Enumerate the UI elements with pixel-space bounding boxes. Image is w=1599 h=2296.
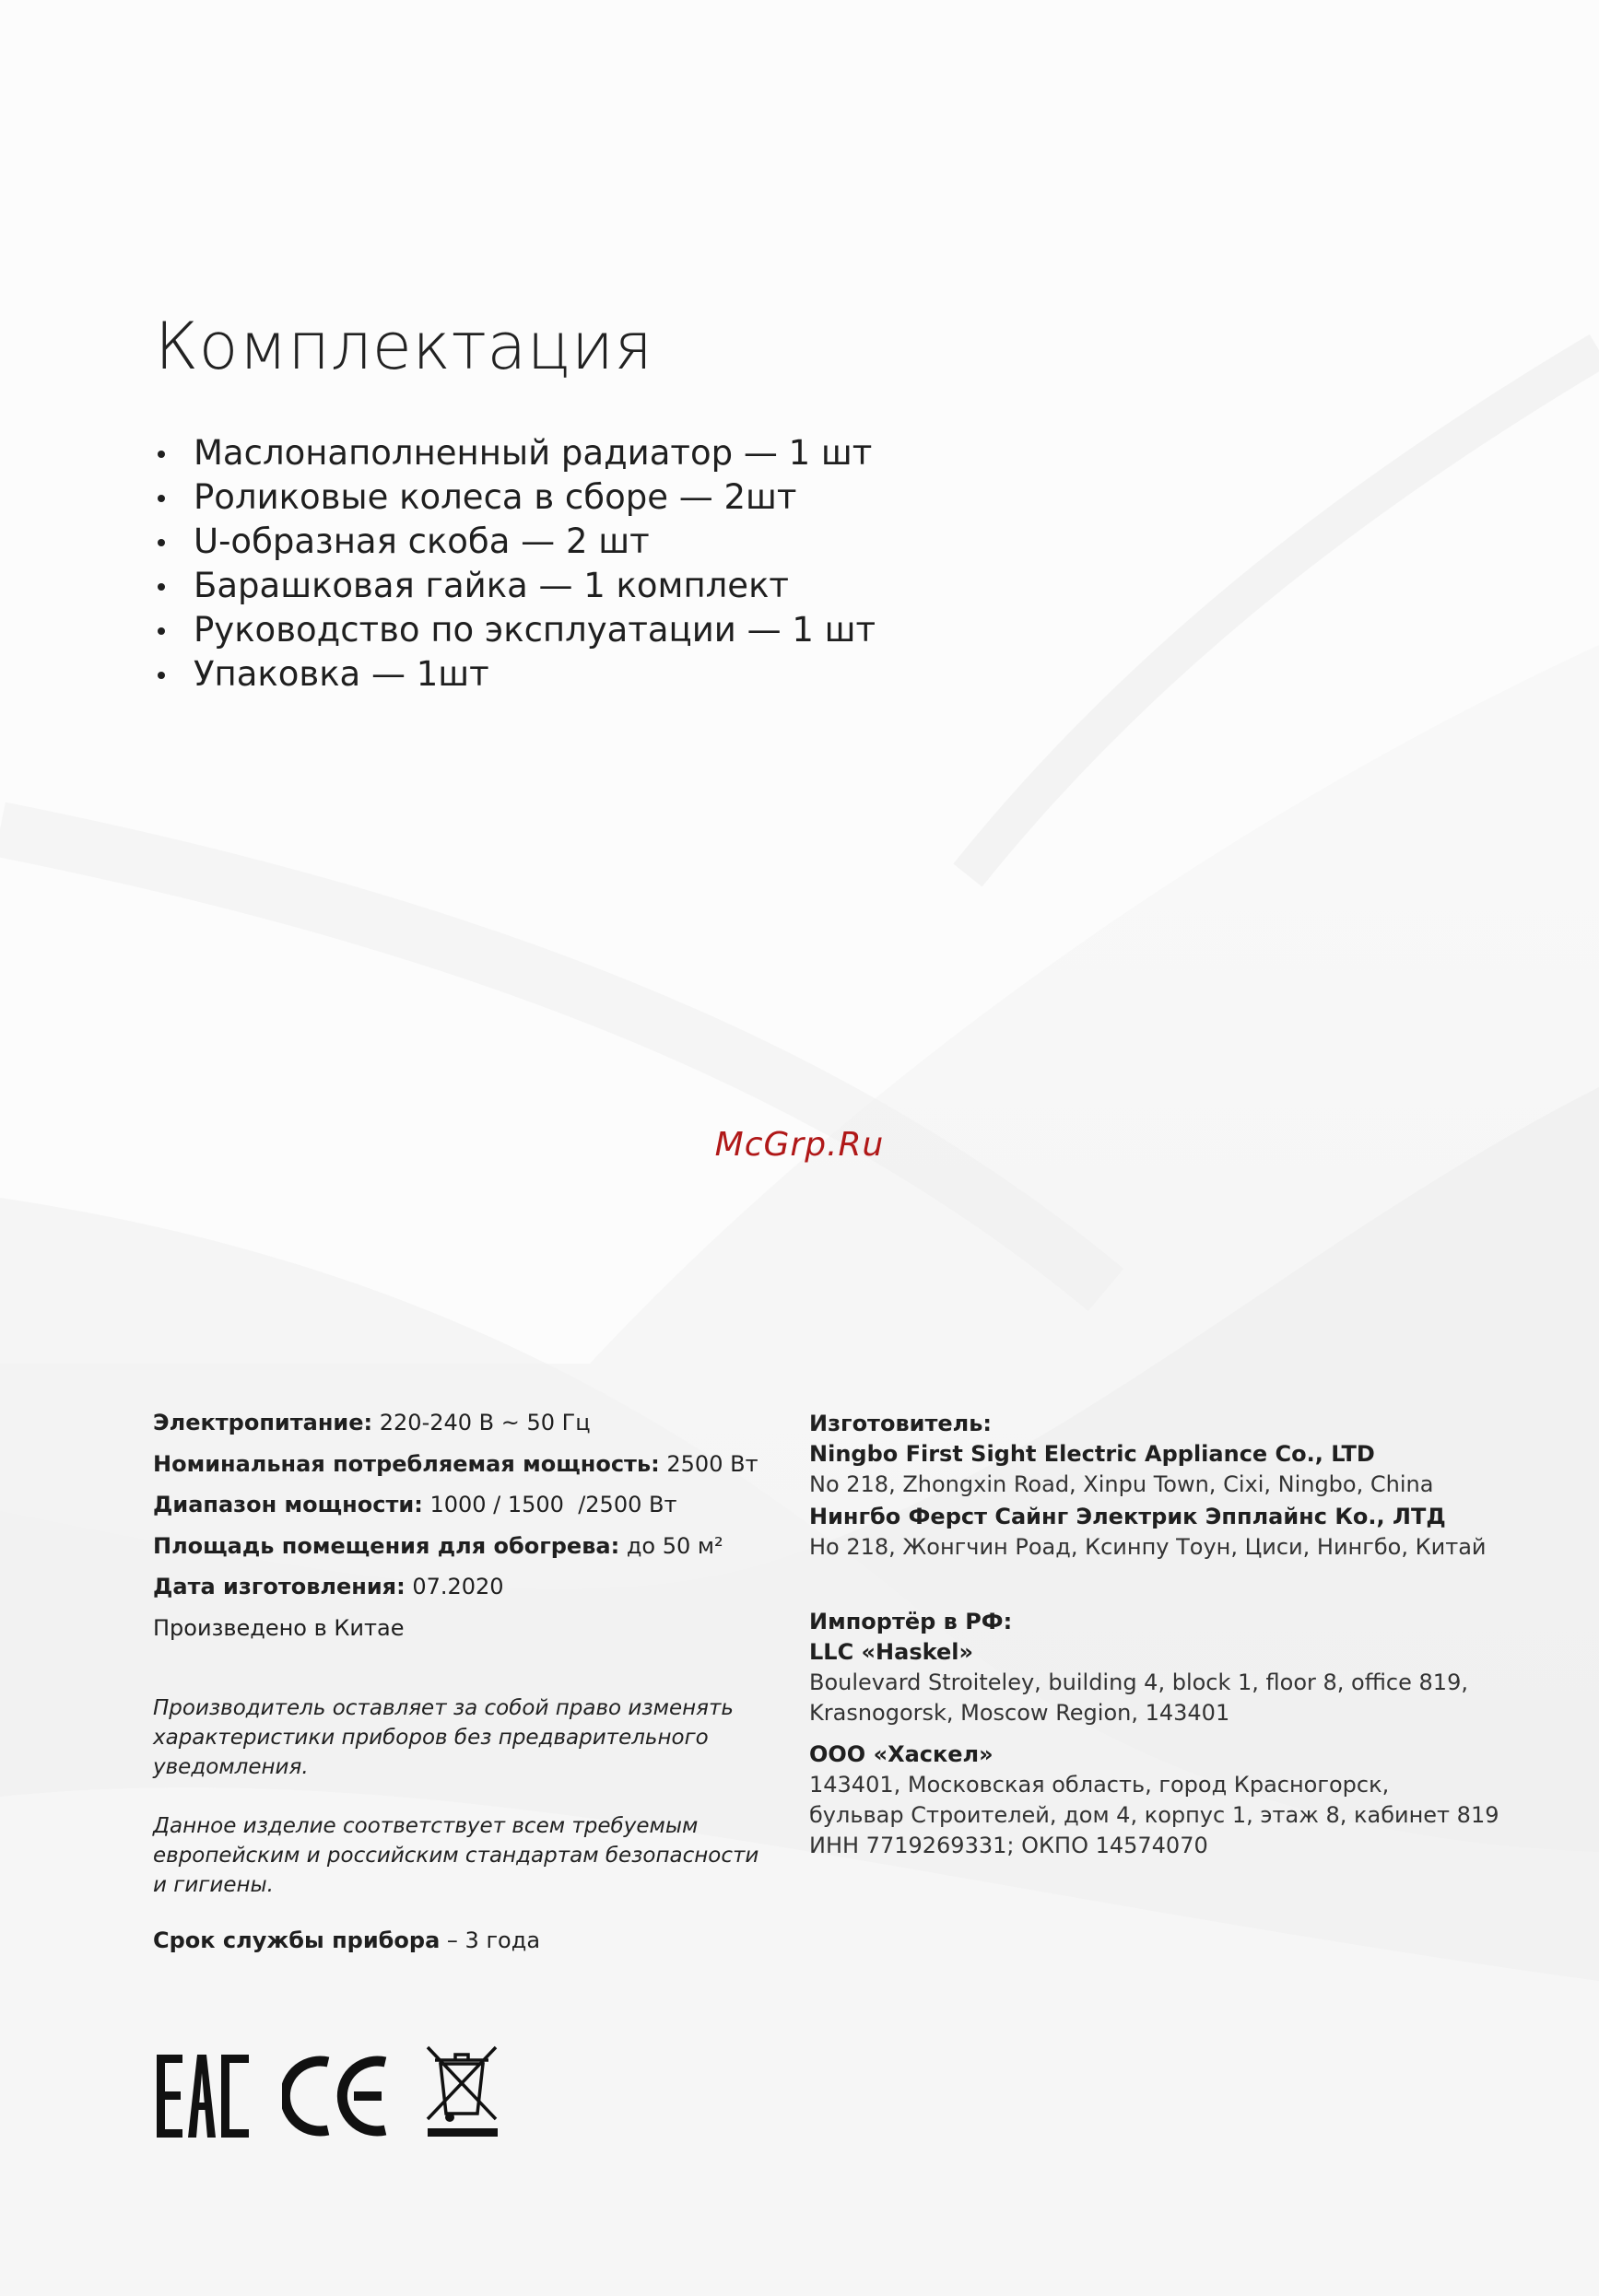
spec-label: Дата изготовления:: [153, 1574, 406, 1599]
ce-mark-icon: [282, 2055, 393, 2138]
manufacturer-name-en: Ningbo First Sight Electric Appliance Co., LTD: [809, 1441, 1375, 1467]
importer-name-ru: ООО «Хаскел»: [809, 1741, 993, 1767]
spec-label: Диапазон мощности:: [153, 1492, 423, 1517]
manufacturer-address-ru: Но 218, Жонгчин Роад, Ксинпу Тоун, Циси, Нингбо, Китай: [809, 1534, 1487, 1560]
importer-heading: Импортёр в РФ:: [809, 1609, 1013, 1634]
list-item: Роликовые колеса в сборе — 2шт: [155, 475, 876, 520]
spec-label: Номинальная потребляемая мощность:: [153, 1450, 660, 1477]
list-item: Маслонаполненный радиатор — 1 шт: [155, 431, 876, 475]
importer-address-ru: бульвар Строителей, дом 4, корпус 1, этаж 8, кабинет 819: [809, 1802, 1499, 1828]
spec-power-supply: [153, 1402, 758, 1444]
importer-tax-ids: ИНН 7719269331; ОКПО 14574070: [809, 1833, 1208, 1858]
note-right-to-change: Производитель оставляет за собой право изменять характеристики приборов без предварительного уведомления.: [153, 1696, 734, 1779]
contents-list: [155, 431, 876, 697]
spec-value: 220-240 В ~ 50 Гц: [379, 1410, 591, 1435]
list-item: Руководство по эксплуатации — 1 шт: [155, 608, 876, 652]
importer-name-en: LLC «Haskel»: [809, 1639, 973, 1665]
weee-crossed-bin-icon: [424, 2044, 501, 2139]
spec-label: Электропитание:: [153, 1410, 373, 1435]
importer-block: [809, 1607, 1565, 1861]
service-life-value: – 3 года: [446, 1927, 541, 1953]
manufacturer-heading: Изготовитель:: [809, 1411, 992, 1436]
spec-power-range: [153, 1484, 758, 1526]
spec-value: до 50 м²: [626, 1532, 723, 1559]
service-life: [153, 1927, 540, 1953]
eac-mark-icon: [157, 2055, 256, 2138]
spec-value: 1000 / 1500 /2500 Вт: [429, 1492, 677, 1517]
spec-origin: Произведено в Китае: [153, 1614, 405, 1641]
spec-value: 07.2020: [412, 1574, 504, 1599]
page-title: Комплектация: [155, 309, 653, 384]
manufacturer-block: [809, 1409, 1565, 1563]
service-life-label: Срок службы прибора: [153, 1927, 441, 1953]
importer-address-ru: 143401, Московская область, город Красногорск,: [809, 1772, 1390, 1798]
spec-label: Площадь помещения для обогрева:: [153, 1532, 620, 1559]
list-item: Упаковка — 1шт: [155, 652, 876, 697]
importer-address-en: Boulevard Stroiteley, building 4, block 1, floor 8, office 819,: [809, 1669, 1468, 1695]
spec-manufacture-date: [153, 1566, 758, 1608]
spec-value: 2500 Вт: [666, 1450, 758, 1477]
list-item: Барашковая гайка — 1 комплект: [155, 564, 876, 608]
certification-marks: [153, 2044, 522, 2139]
list-item: U-образная скоба — 2 шт: [155, 520, 876, 564]
spec-rated-power: [153, 1444, 758, 1485]
importer-address-en: Krasnogorsk, Moscow Region, 143401: [809, 1700, 1230, 1726]
note-compliance: Данное изделие соответствует всем требуемым европейским и российским стандартам безопасности и гигиены.: [153, 1814, 759, 1897]
manufacturer-name-ru: Нингбо Ферст Сайнг Электрик Эпплайнс Ко., ЛТД: [809, 1504, 1446, 1529]
manufacturer-address-en: No 218, Zhongxin Road, Xinpu Town, Cixi, Ningbo, China: [809, 1471, 1434, 1497]
specs-block: [153, 1402, 758, 1648]
watermark: McGrp.Ru: [714, 1126, 885, 1164]
spec-room-area: [153, 1526, 758, 1567]
